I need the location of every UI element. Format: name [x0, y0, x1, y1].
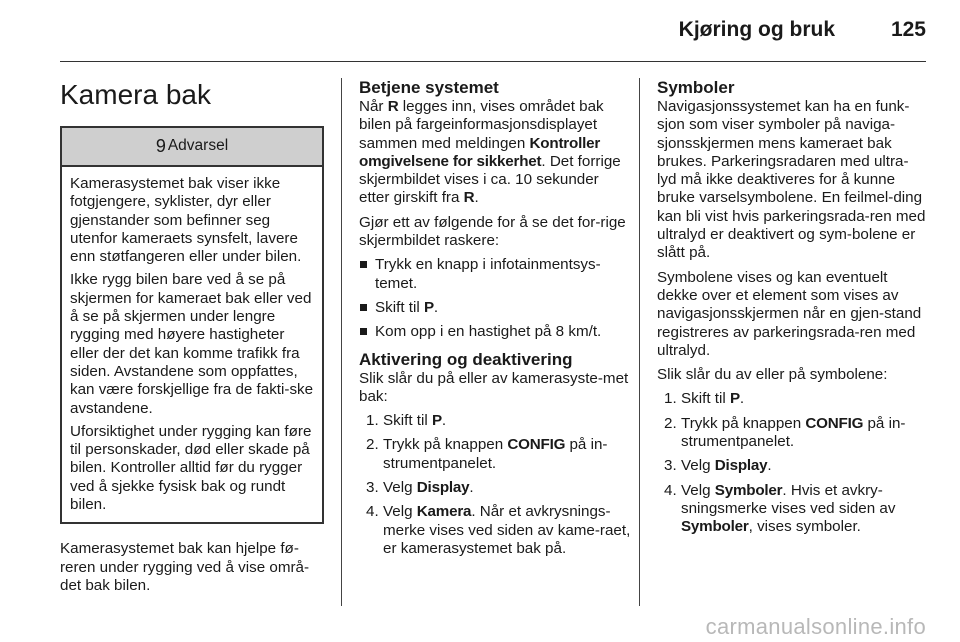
page-number: 125	[890, 18, 926, 41]
column-divider-2	[639, 78, 640, 606]
warning-paragraph: Kamerasystemet bak viser ikke fotgjengere, syklister, dyr eller gjenstander som befinner seg utenfor kameraets synsfelt, lavere enn støtfangeren eller under bilen.	[70, 175, 302, 266]
column-2	[359, 78, 631, 564]
column-3	[657, 78, 927, 543]
list-item: 4. Velg Symboler. Hvis et avkry-sningsmerke vises ved siden av Symboler, vises symboler.	[664, 481, 896, 536]
list-item: 3. Velg Display.	[664, 457, 772, 475]
list-item: 1. Skift til P.	[366, 412, 447, 430]
steps-list	[359, 412, 631, 558]
activation-paragraph: Slik slår du på eller av kamerasyste-met bak:	[359, 369, 629, 405]
warning-header	[62, 128, 322, 167]
list-item: 4. Velg Kamera. Når et avkrysnings-merke vises ved siden av kame-raet, er kamerasystemet bak på.	[366, 503, 631, 557]
warning-title: Advarsel	[167, 137, 229, 155]
intro-paragraph: Kamerasystemet bak kan hjelpe fø-reren under rygging ved å vise områ-det bak bilen.	[60, 540, 310, 594]
symbols-paragraph-3: Slik slår du av eller på symbolene:	[657, 366, 888, 384]
column-divider-1	[341, 78, 342, 606]
list-item: Trykk en knapp i infotainmentsys-temet.	[359, 256, 631, 293]
warning-body	[62, 167, 322, 522]
subheading-symbols: Symboler	[657, 78, 735, 97]
chapter-title: Kjøring og bruk	[678, 18, 835, 41]
operate-paragraph: Når R legges inn, vises området bak bilen på fargeinformasjonsdisplayet sammen med meldingen Kontroller omgivelsene for sikkerhet. Det forrige skjermbildet vises i ca. 10 sekunder etter girskift fra R.	[359, 98, 621, 207]
warning-paragraph: Ikke rygg bilen bare ved å se på skjermen for kameraet bak eller ved å se på skjermen under lengre rygging med høyere hastigheter eller der det kan komme trafikk fra siden. Avstandene som oppfattes, kan være forskjellige fra de fakti-ske avstandene.	[70, 271, 314, 417]
symbols-paragraph-2: Symbolene vises og kan eventuelt dekke over et element som vises av navigasjonsskjermen når en gjen-stand registreres av parkeringsrada-ren med ultralyd.	[657, 268, 922, 359]
subheading-activation: Aktivering og deaktivering	[359, 349, 573, 369]
message-text: Kontroller omgivelsene for sikkerhet	[359, 134, 601, 170]
subheading-operate: Betjene systemet	[359, 78, 499, 97]
watermark: carmanualsonline.info	[705, 614, 926, 639]
section-heading: Kamera bak	[60, 79, 211, 110]
list-item: Kom opp i en hastighet på 8 km/t.	[359, 323, 631, 341]
list-item: 3. Velg Display.	[366, 479, 474, 497]
bullet-list	[359, 256, 631, 341]
list-item: 1. Skift til P.	[664, 390, 745, 408]
header-divider	[60, 61, 926, 62]
symbols-paragraph: Navigasjonssystemet kan ha en funk-sjon som viser symboler på naviga-sjonsskjermen mens kameraet bak brukes. Parkeringsradaren med ultra-lyd må ikke deaktiveres for å kunne bruke varselsymbolene. En feilmel-ding kan bli vist hvis parkeringsrada-ren med ultralyd er deaktivert og sym-bolene er slått på.	[657, 98, 926, 262]
steps-list	[657, 390, 927, 536]
warning-icon: 9	[155, 136, 166, 157]
list-item: 2. Trykk på knappen CONFIG på in-strumentpanelet.	[664, 414, 906, 451]
warning-paragraph: Uforsiktighet under rygging kan føre til personskader, død eller skade på bilen. Kontroller alltid før du rygger ved å sjekke fysisk bak og rundt bilen.	[70, 422, 312, 514]
operate-paragraph-2: Gjør ett av følgende for å se det for-rige skjermbildet raskere:	[359, 213, 626, 250]
list-item: Skift til P.	[359, 299, 631, 317]
warning-box	[60, 126, 324, 524]
column-1	[60, 78, 324, 601]
list-item: 2. Trykk på knappen CONFIG på in-strumentpanelet.	[366, 436, 608, 472]
page-header	[0, 0, 960, 64]
